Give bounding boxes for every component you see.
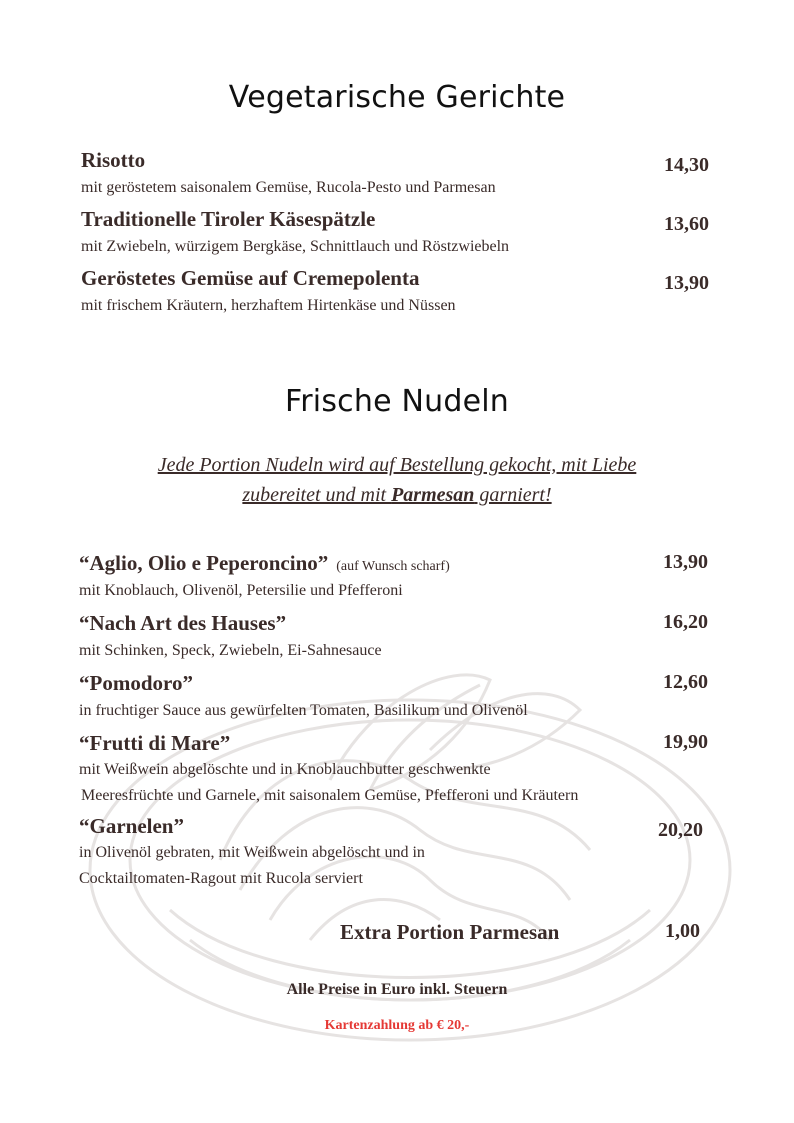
dish-desc-garnelen-line-1: in Olivenöl gebraten, mit Weißwein abgelöscht und in [79,844,425,861]
dish-price-frutti-di-mare: 19,90 [663,731,708,753]
dish-desc-frutti-di-mare-line-2: Meeresfrüchte und Garnele, mit saisonalem Gemüse, Pfefferoni und Kräutern [81,787,579,804]
dish-desc-cremepolenta: mit frischem Kräutern, herzhaftem Hirtenkäse und Nüssen [81,297,456,314]
dish-name-aglio-olio-text: “Aglio, Olio e Peperoncino” [79,551,329,575]
dish-desc-risotto: mit geröstetem saisonalem Gemüse, Rucola-Pesto und Parmesan [81,179,496,196]
prices-note: Alle Preise in Euro inkl. Steuern [286,981,508,998]
dish-name-nach-art-des-hauses: “Nach Art des Hauses” [79,611,287,635]
dish-price-nach-art-des-hauses: 16,20 [663,611,708,633]
dish-desc-garnelen-line-2: Cocktailtomaten-Ragout mit Rucola serviert [79,870,363,887]
dish-name-pomodoro: “Pomodoro” [79,671,193,695]
section-title-vegetarian: Vegetarische Gerichte [228,80,566,115]
dish-note-aglio-olio: (auf Wunsch scharf) [336,559,450,574]
dish-desc-frutti-di-mare-line-1: mit Weißwein abgelöschte und in Knoblauchbutter geschwenkte [79,761,491,778]
dish-desc-aglio-olio: mit Knoblauch, Olivenöl, Petersilie und Pfefferoni [79,582,403,599]
dish-price-garnelen: 20,20 [658,819,703,841]
dish-name-cremepolenta: Geröstetes Gemüse auf Cremepolenta [81,266,420,290]
card-payment-note: Kartenzahlung ab € 20,- [324,1018,470,1033]
dish-price-kaesespaetzle: 13,60 [664,213,709,235]
dish-name-garnelen: “Garnelen” [79,814,184,838]
dish-price-aglio-olio: 13,90 [663,551,708,573]
dish-desc-kaesespaetzle: mit Zwiebeln, würzigem Bergkäse, Schnittlauch und Röstzwiebeln [81,238,510,255]
pasta-intro-text [110,450,684,510]
pasta-intro-line-2 [110,480,684,510]
dish-name-frutti-di-mare: “Frutti di Mare” [79,731,231,755]
dish-name-aglio-olio [79,551,450,576]
extra-parmesan-label: Extra Portion Parmesan [340,920,560,944]
pasta-intro-line-2-end: garniert! [474,484,552,506]
dish-desc-nach-art-des-hauses: mit Schinken, Speck, Zwiebeln, Ei-Sahnesauce [79,642,382,659]
pasta-intro-parmesan: Parmesan [391,484,475,506]
dish-name-kaesespaetzle: Traditionelle Tiroler Käsespätzle [81,207,376,231]
section-title-pasta: Frische Nudeln [285,384,509,419]
extra-parmesan-price: 1,00 [665,920,700,942]
dish-price-risotto: 14,30 [664,154,709,176]
pasta-intro-line-1: Jede Portion Nudeln wird auf Bestellung gekocht, mit Liebe [157,454,637,476]
dish-price-pomodoro: 12,60 [663,671,708,693]
dish-name-risotto: Risotto [81,148,146,172]
dish-price-cremepolenta: 13,90 [664,272,709,294]
pasta-intro-line-2-start: zubereitet und mit [242,484,392,506]
dish-desc-pomodoro: in fruchtiger Sauce aus gewürfelten Tomaten, Basilikum und Olivenöl [79,702,528,719]
